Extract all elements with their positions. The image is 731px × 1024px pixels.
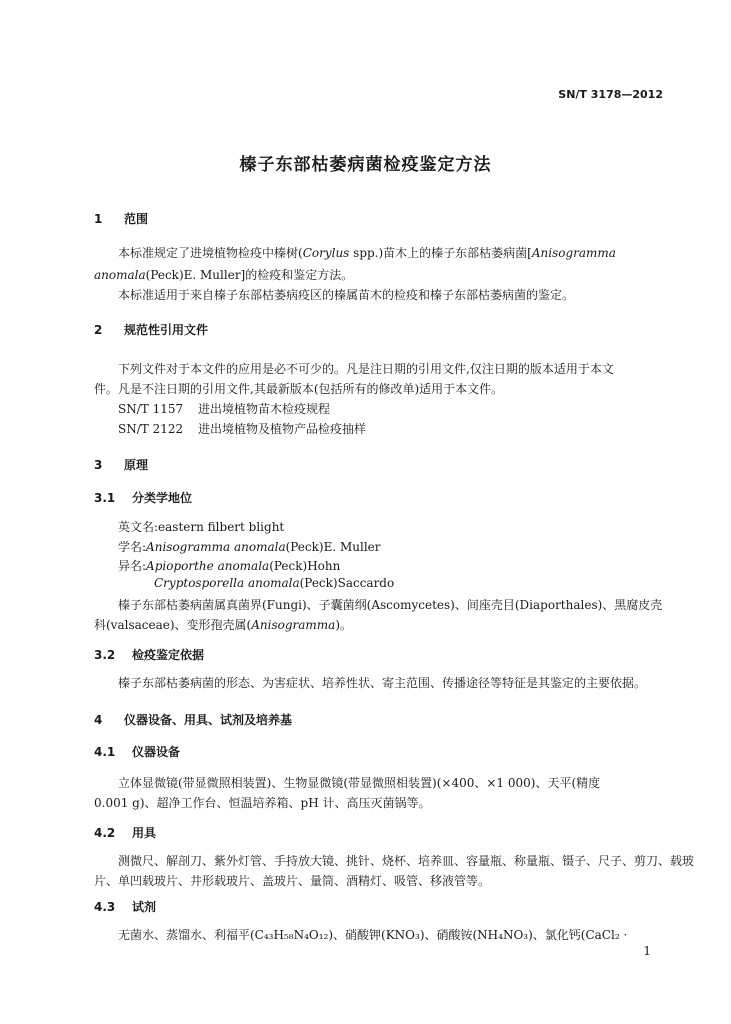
page-number: 1	[643, 944, 651, 958]
section-4-heading: 4 仪器设备、用具、试剂及培养基	[94, 713, 293, 727]
section-2-heading: 2 规范性引用文件	[94, 323, 209, 337]
section-1-para-1-line-1: 本标准规定了进境植物检疫中榛树(Corylus spp.)苗木上的榛子东部枯萎病菌[Anisogramma	[118, 246, 616, 260]
taxonomy-line-2: 科(valsaceae)、变形孢壳属(Anisogramma)。	[94, 618, 353, 632]
section-4-2-line-2: 片、单凹载玻片、井形载玻片、盖玻片、量筒、酒精灯、吸管、移液管等。	[94, 874, 491, 888]
section-4-1-line-2: 0.001 g)、超净工作台、恒温培养箱、pH 计、高压灭菌锅等。	[94, 796, 431, 810]
section-4-2-line-1: 测微尺、解剖刀、紫外灯管、手持放大镜、挑针、烧杯、培养皿、容量瓶、称量瓶、镊子、尺子、剪刀、载玻	[118, 854, 695, 868]
section-3-2-para: 榛子东部枯萎病菌的形态、为害症状、培养性状、寄主范围、传播途径等特征是其鉴定的主要依据。	[118, 676, 647, 690]
section-4-3-heading: 4.3 试剂	[94, 900, 157, 914]
reference-1: SN/T 1157 进出境植物苗木检疫规程	[118, 402, 331, 416]
taxonomy-line-1: 榛子东部枯萎病菌属真菌界(Fungi)、子囊菌纲(Ascomycetes)、间座壳目(Diaporthales)、黑腐皮壳	[118, 598, 663, 612]
section-4-3-line-1: 无菌水、蒸馏水、利福平(C₄₃H₅₈N₄O₁₂)、硝酸钾(KNO₃)、硝酸铵(NH₄NO₃)、氯化钙(CaCl₂ ·	[118, 928, 628, 942]
section-3-heading: 3 原理	[94, 458, 149, 472]
synonym-1: 异名:Apioporthe anomala(Peck)Hohn	[118, 559, 341, 573]
section-4-1-line-1: 立体显微镜(带显微照相装置)、生物显微镜(带显微照相装置)(×400、×1 000)、天平(精度	[118, 776, 601, 790]
synonym-2: Cryptosporella anomala(Peck)Saccardo	[154, 576, 395, 590]
section-1-heading: 1 范围	[94, 212, 149, 226]
reference-2: SN/T 2122 进出境植物及植物产品检疫抽样	[118, 422, 367, 436]
section-3-2-heading: 3.2 检疫鉴定依据	[94, 648, 205, 662]
standard-number: SN/T 3178—2012	[558, 88, 663, 101]
section-4-1-heading: 4.1 仪器设备	[94, 745, 181, 759]
english-name: 英文名:eastern filbert blight	[118, 520, 285, 534]
section-4-2-heading: 4.2 用具	[94, 826, 157, 840]
scientific-name: 学名:Anisogramma anomala(Peck)E. Muller	[118, 540, 381, 554]
section-2-para-line-2: 件。凡是不注日期的引用文件,其最新版本(包括所有的修改单)适用于本文件。	[94, 382, 504, 396]
document-title: 榛子东部枯萎病菌检疫鉴定方法	[239, 155, 492, 175]
section-3-1-heading: 3.1 分类学地位	[94, 491, 193, 505]
section-2-para-line-1: 下列文件对于本文件的应用是必不可少的。凡是注日期的引用文件,仅注日期的版本适用于本文	[118, 362, 614, 376]
section-1-para-1-line-2: anomala(Peck)E. Muller]的检疫和鉴定方法。	[94, 268, 354, 282]
section-1-para-2: 本标准适用于来自榛子东部枯萎病疫区的榛属苗木的检疫和榛子东部枯萎病菌的鉴定。	[118, 288, 575, 302]
